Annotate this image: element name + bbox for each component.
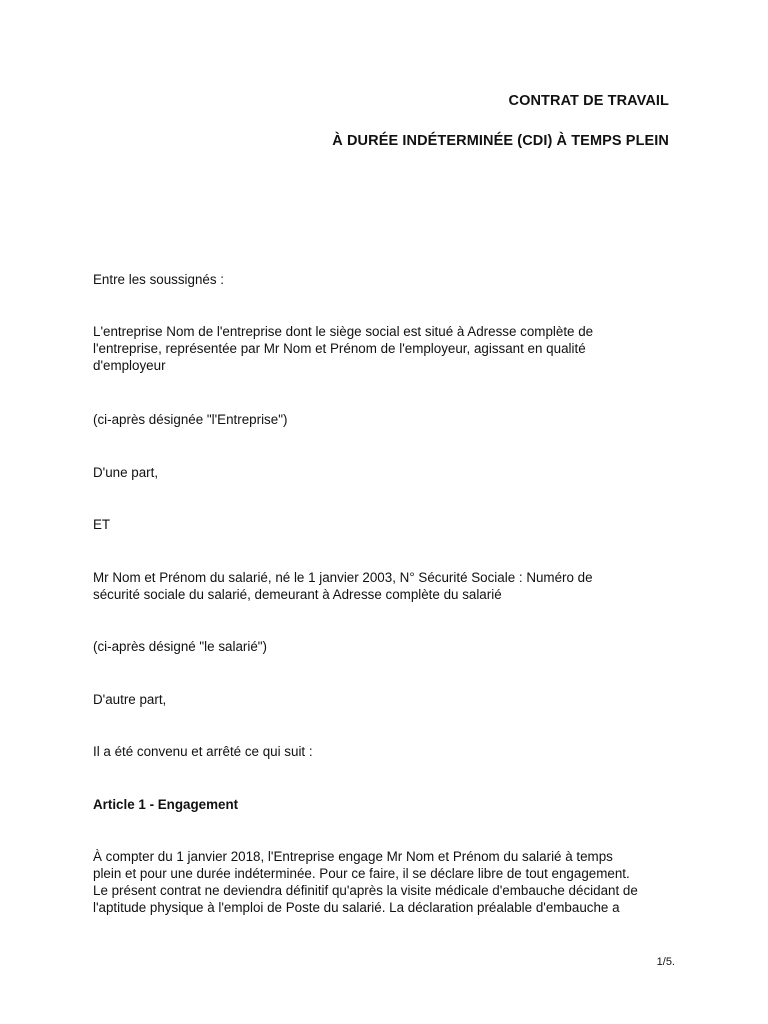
employer-block xyxy=(93,323,683,374)
employer-line: d'employeur xyxy=(93,358,166,373)
agreement-statement: Il a été convenu et arrêté ce qui suit : xyxy=(93,744,313,759)
employee-designation: (ci-après désigné "le salarié") xyxy=(93,639,267,654)
employee-line: Mr Nom et Prénom du salarié, né le 1 janvier 2003, N° Sécurité Sociale : Numéro de xyxy=(93,570,593,585)
employer-designation: (ci-après désignée "l'Entreprise") xyxy=(93,412,288,427)
article-1-line: plein et pour une durée indéterminée. Pour ce faire, il se déclare libre de tout engagement. xyxy=(93,866,630,881)
contract-title: CONTRAT DE TRAVAIL xyxy=(508,93,669,109)
employer-line: L'entreprise Nom de l'entreprise dont le siège social est situé à Adresse complète de xyxy=(93,324,594,339)
article-1-line: Le présent contrat ne deviendra définitif qu'après la visite médicale d'embauche décidant de xyxy=(93,883,638,898)
article-1-line: À compter du 1 janvier 2018, l'Entreprise engage Mr Nom et Prénom du salarié à temps xyxy=(93,849,613,864)
employee-line: sécurité sociale du salarié, demeurant à Adresse complète du salarié xyxy=(93,587,502,602)
and-separator: ET xyxy=(93,517,111,532)
other-part: D'autre part, xyxy=(93,692,167,707)
employer-line: l'entreprise, représentée par Mr Nom et Prénom de l'employeur, agissant en qualité xyxy=(93,341,586,356)
parties-intro: Entre les soussignés : xyxy=(93,272,224,287)
article-1-body xyxy=(93,848,683,916)
one-part: D'une part, xyxy=(93,465,159,480)
employee-block xyxy=(93,569,683,603)
article-1-heading: Article 1 - Engagement xyxy=(93,797,239,812)
contract-subtitle: À DURÉE INDÉTERMINÉE (CDI) À TEMPS PLEIN xyxy=(332,133,669,149)
page-number: 1/5. xyxy=(656,956,675,968)
article-1-line: l'aptitude physique à l'emploi de Poste du salarié. La déclaration préalable d'embauche a xyxy=(93,900,620,915)
